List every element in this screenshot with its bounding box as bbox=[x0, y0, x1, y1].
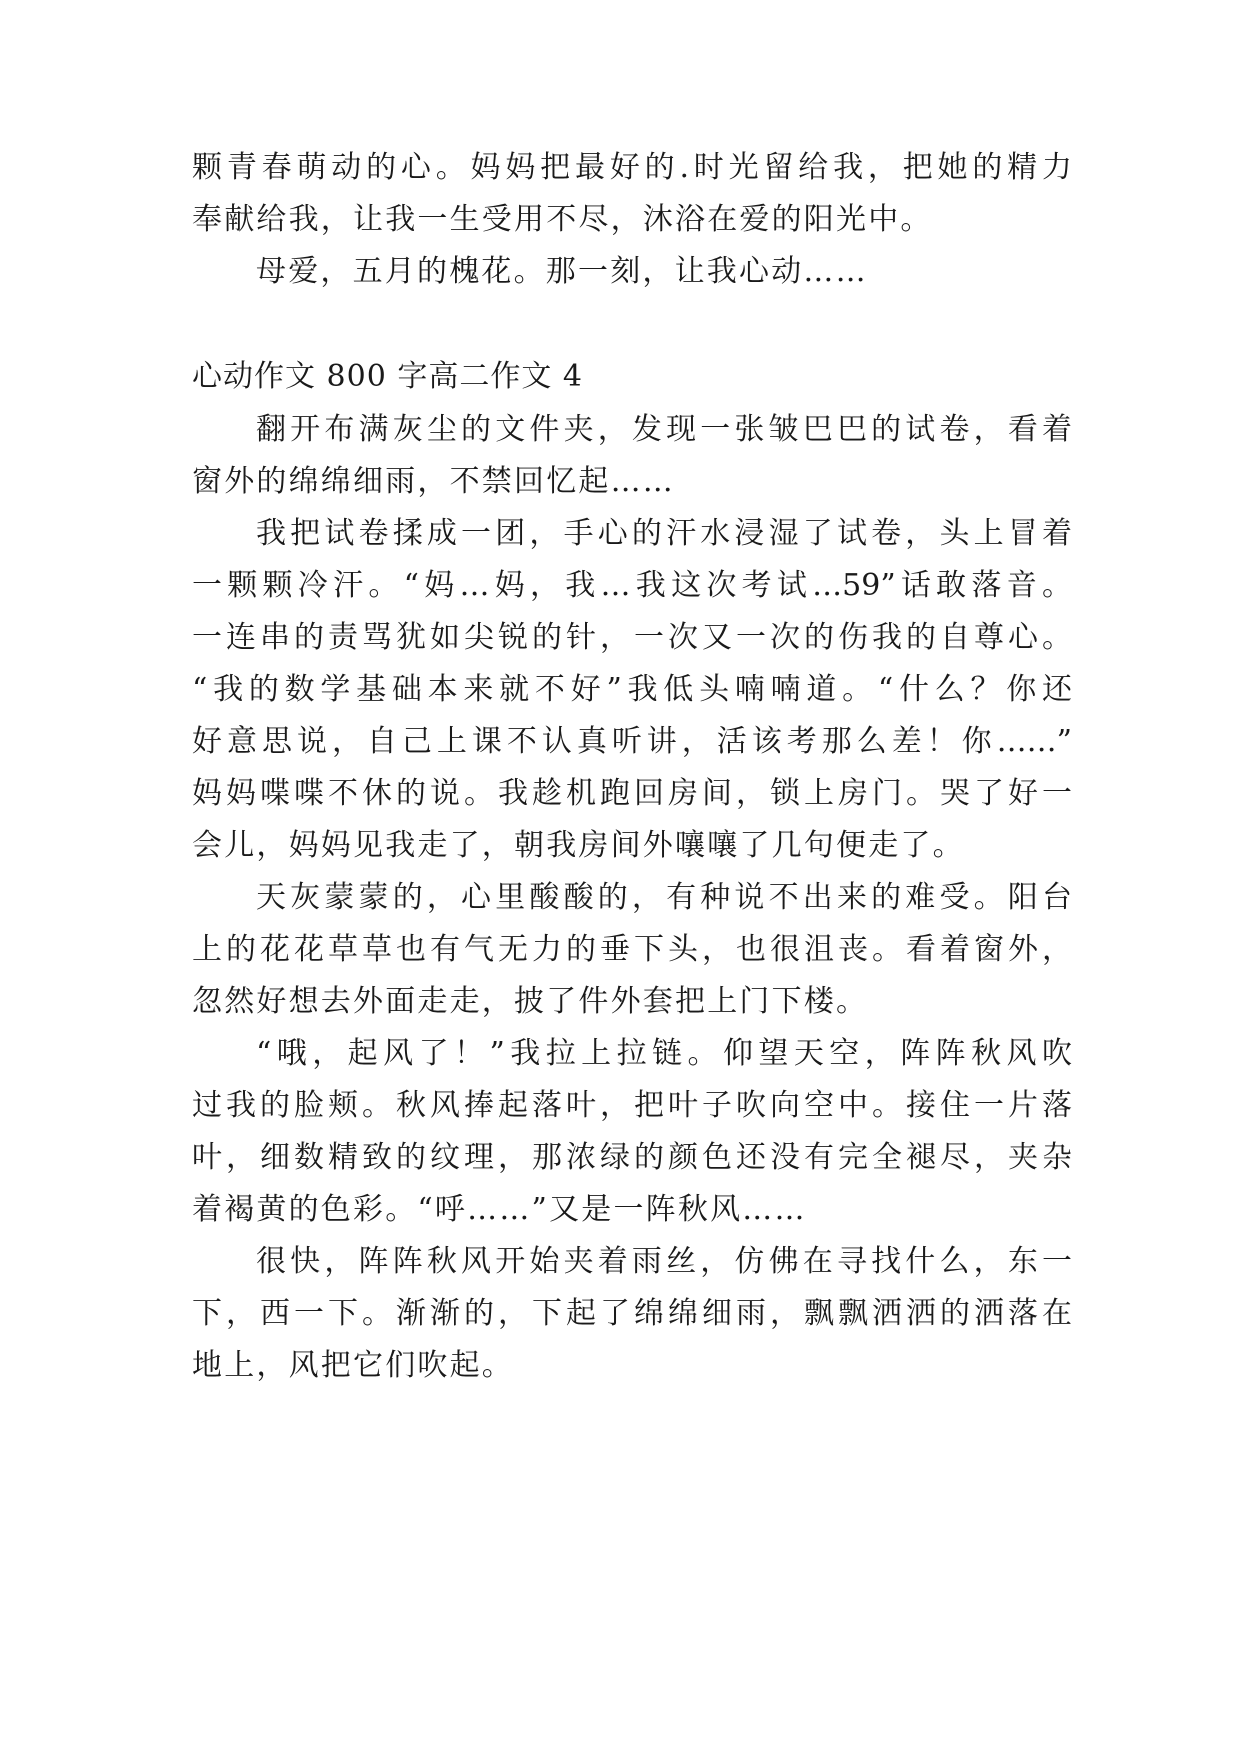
text-line: 我把试卷揉成一团，手心的汗水浸湿了试卷，头上冒着 bbox=[256, 516, 1072, 551]
text-line: 忽然好想去外面走走，披了件外套把上门下楼。 bbox=[192, 984, 869, 1019]
text-line: 一连串的责骂犹如尖锐的针，一次又一次的伤我的自尊心。 bbox=[192, 620, 1072, 655]
text-line: 翻开布满灰尘的文件夹，发现一张皱巴巴的试卷，看着 bbox=[256, 412, 1072, 447]
text-line: 下，西一下。渐渐的，下起了绵绵细雨，飘飘洒洒的洒落在 bbox=[192, 1296, 1072, 1331]
text-line: 窗外的绵绵细雨，不禁回忆起…… bbox=[192, 464, 675, 499]
text-line: 很快，阵阵秋风开始夹着雨丝，仿佛在寻找什么，东一 bbox=[256, 1244, 1072, 1279]
text-line: “哦，起风了！”我拉上拉链。仰望天空，阵阵秋风吹 bbox=[256, 1036, 1072, 1071]
text-line: 上的花花草草也有气无力的垂下头，也很沮丧。看着窗外， bbox=[192, 932, 1072, 967]
text-line: 一颗颗冷汗。“妈…妈，我…我这次考试…59”话敢落音。 bbox=[192, 568, 1072, 603]
text-line: 着褐黄的色彩。“呼……”又是一阵秋风…… bbox=[192, 1192, 807, 1227]
text-line: 好意思说，自己上课不认真听讲，活该考那么差！你……” bbox=[192, 724, 1072, 759]
text-line: 颗青春萌动的心。妈妈把最好的.时光留给我，把她的精力 bbox=[192, 150, 1072, 185]
text-line: 天灰蒙蒙的，心里酸酸的，有种说不出来的难受。阳台 bbox=[256, 880, 1072, 915]
text-line: 奉献给我，让我一生受用不尽，沐浴在爱的阳光中。 bbox=[192, 202, 933, 237]
text-line: 母爱，五月的槐花。那一刻，让我心动…… bbox=[256, 254, 868, 289]
text-line: “我的数学基础本来就不好”我低头喃喃道。“什么？你还 bbox=[192, 672, 1072, 707]
text-line: 会儿，妈妈见我走了，朝我房间外嚷嚷了几句便走了。 bbox=[192, 828, 965, 863]
text-line: 妈妈喋喋不休的说。我趁机跑回房间，锁上房门。哭了好一 bbox=[192, 776, 1072, 811]
text-line: 地上，风把它们吹起。 bbox=[192, 1348, 514, 1383]
text-line: 过我的脸颊。秋风捧起落叶，把叶子吹向空中。接住一片落 bbox=[192, 1088, 1072, 1123]
text-line: 叶，细数精致的纹理，那浓绿的颜色还没有完全褪尽，夹杂 bbox=[192, 1140, 1072, 1175]
section-heading: 心动作文 800 字高二作文 4 bbox=[192, 359, 583, 394]
